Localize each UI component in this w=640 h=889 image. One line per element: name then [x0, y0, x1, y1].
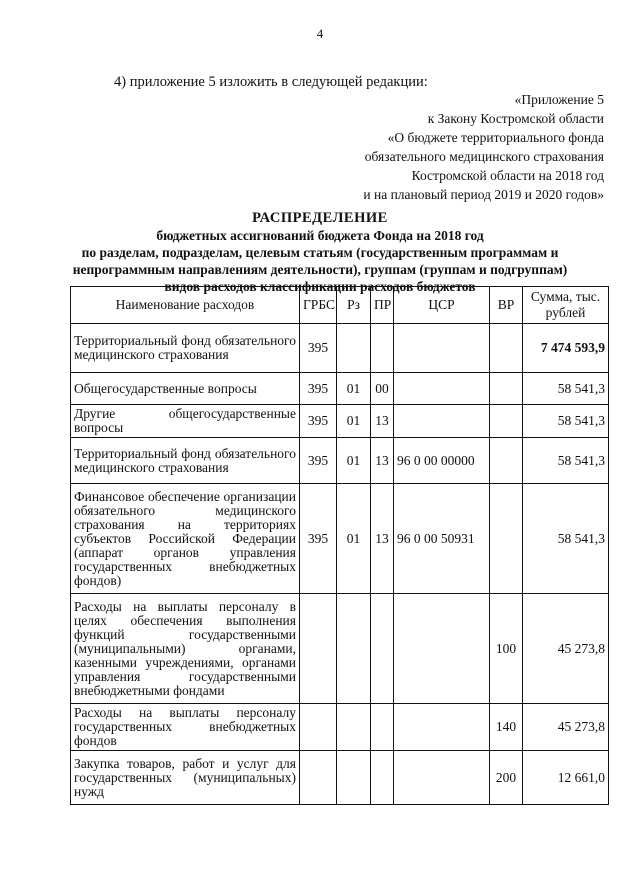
header-name: Наименование расходов	[71, 287, 300, 324]
cell-csr: 96 0 00 00000	[394, 438, 490, 484]
cell-grbs: 395	[300, 324, 337, 373]
cell-grbs: 395	[300, 438, 337, 484]
cell-grbs	[300, 594, 337, 704]
table-row	[71, 704, 609, 751]
appendix-line: «О бюджете территориального фонда	[387, 130, 604, 145]
cell-sum: 45 273,8	[523, 594, 609, 704]
appendix-line: и на плановый период 2019 и 2020 годов»	[363, 187, 604, 202]
header-pr: ПР	[371, 287, 394, 324]
header-grbs: ГРБС	[300, 287, 337, 324]
cell-grbs	[300, 751, 337, 805]
table-row	[71, 324, 609, 373]
cell-vr	[490, 438, 523, 484]
cell-csr	[394, 594, 490, 704]
table-row	[71, 438, 609, 484]
cell-pr: 13	[371, 405, 394, 438]
cell-vr	[490, 324, 523, 373]
cell-sum: 58 541,3	[523, 438, 609, 484]
cell-sum: 45 273,8	[523, 704, 609, 751]
heading-line: видов расходов классификации расходов бюджетов	[164, 279, 476, 294]
budget-table	[70, 286, 609, 805]
header-sum: Сумма, тыс. рублей	[523, 287, 609, 324]
cell-vr: 200	[490, 751, 523, 805]
appendix-line: «Приложение 5	[514, 92, 604, 107]
cell-rz	[337, 594, 371, 704]
header-csr: ЦСР	[394, 287, 490, 324]
cell-vr	[490, 484, 523, 594]
cell-grbs: 395	[300, 373, 337, 405]
table-header-row	[71, 287, 609, 324]
cell-name: Расходы на выплаты персоналу в целях обеспечения выполнения функций государственными (муниципальными) органами, казенными учреждениями, органами управления государственными внебюджетными фондами	[71, 594, 300, 704]
cell-csr	[394, 324, 490, 373]
cell-csr	[394, 405, 490, 438]
intro-text: 4) приложение 5 изложить в следующей редакции:	[114, 74, 428, 90]
cell-pr	[371, 594, 394, 704]
cell-name: Другие общегосударственные вопросы	[71, 405, 300, 438]
table-row	[71, 373, 609, 405]
cell-sum: 12 661,0	[523, 751, 609, 805]
cell-grbs	[300, 704, 337, 751]
cell-rz	[337, 751, 371, 805]
cell-rz: 01	[337, 373, 371, 405]
cell-name: Расходы на выплаты персоналу государственных внебюджетных фондов	[71, 704, 300, 751]
cell-rz	[337, 324, 371, 373]
cell-sum: 58 541,3	[523, 405, 609, 438]
appendix-reference	[363, 90, 604, 204]
cell-pr	[371, 704, 394, 751]
cell-name: Территориальный фонд обязательного медицинского страхования	[71, 324, 300, 373]
heading-title: РАСПРЕДЕЛЕНИЕ	[252, 210, 388, 226]
cell-name: Финансовое обеспечение организации обязательного медицинского страхования на территориях субъектов Российской Федерации (аппарат органов управления государственных внебюджетных фондов)	[71, 484, 300, 594]
cell-rz: 01	[337, 438, 371, 484]
cell-csr	[394, 373, 490, 405]
cell-name: Общегосударственные вопросы	[71, 373, 300, 405]
appendix-line: Костромской области на 2018 год	[411, 168, 604, 183]
cell-vr	[490, 373, 523, 405]
table-body	[71, 324, 609, 805]
cell-pr	[371, 751, 394, 805]
heading-line: непрограммным направлениям деятельности), группам (группам и подгруппам)	[72, 262, 568, 277]
cell-name: Закупка товаров, работ и услуг для государственных (муниципальных) нужд	[71, 751, 300, 805]
cell-grbs: 395	[300, 484, 337, 594]
heading-line: по разделам, подразделам, целевым статьям (государственным программам и	[81, 245, 559, 260]
cell-sum: 58 541,3	[523, 373, 609, 405]
cell-rz	[337, 704, 371, 751]
table-row	[71, 484, 609, 594]
cell-vr	[490, 405, 523, 438]
table-row	[71, 405, 609, 438]
heading-line: бюджетных ассигнований бюджета Фонда на 2018 год	[156, 228, 484, 243]
cell-rz: 01	[337, 405, 371, 438]
cell-pr: 13	[371, 438, 394, 484]
cell-name: Территориальный фонд обязательного медицинского страхования	[71, 438, 300, 484]
document-heading	[0, 209, 640, 295]
header-vr: ВР	[490, 287, 523, 324]
cell-pr: 13	[371, 484, 394, 594]
appendix-line: к Закону Костромской области	[427, 111, 604, 126]
cell-csr: 96 0 00 50931	[394, 484, 490, 594]
cell-rz: 01	[337, 484, 371, 594]
cell-vr: 100	[490, 594, 523, 704]
header-rz: Рз	[337, 287, 371, 324]
cell-pr: 00	[371, 373, 394, 405]
cell-sum: 58 541,3	[523, 484, 609, 594]
cell-grbs: 395	[300, 405, 337, 438]
appendix-line: обязательного медицинского страхования	[364, 149, 604, 164]
page-number: 4	[316, 26, 324, 41]
table-row	[71, 751, 609, 805]
cell-vr: 140	[490, 704, 523, 751]
cell-csr	[394, 704, 490, 751]
cell-sum: 7 474 593,9	[523, 324, 609, 373]
cell-csr	[394, 751, 490, 805]
cell-pr	[371, 324, 394, 373]
table-row	[71, 594, 609, 704]
